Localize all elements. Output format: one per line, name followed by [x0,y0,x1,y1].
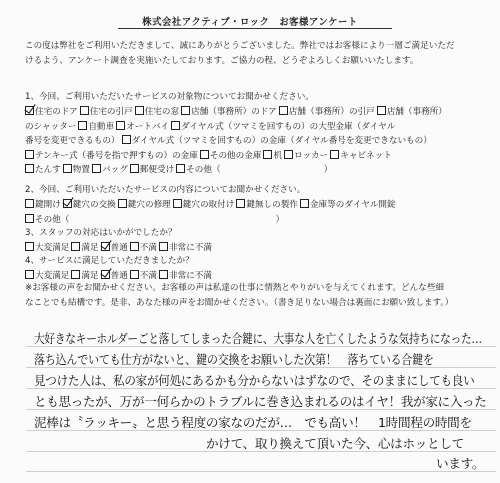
survey-option[interactable] [25,149,198,164]
option-label: 店舗（事務所）のドア [191,107,277,117]
option-row [25,213,485,228]
survey-option[interactable] [92,163,128,178]
handwritten-line: 大好きなキーホルダーごと落してしまった合鍵に、大事な人を亡くしたような気持ちになった… [34,331,482,346]
option-label: その他（ ） [186,165,333,176]
checkbox[interactable] [92,164,101,173]
option-label: 番号を変更できるもの） [25,136,120,147]
checkbox[interactable] [300,199,309,208]
option-label: その他の金庫 [209,150,262,161]
survey-option[interactable] [181,105,277,120]
option-label: 非常に不満 [169,271,212,281]
checked-checkbox[interactable] [101,242,110,251]
checked-checkbox[interactable] [101,270,110,279]
checkbox[interactable] [25,270,34,279]
option-label: 郵便受け [139,165,175,176]
checkbox[interactable] [200,150,209,159]
survey-title: 株式会社アクティブ・ロック お客様アンケート [142,17,358,28]
option-label: ロッカー [294,150,329,161]
option-label: 普通 [110,271,128,281]
checkbox[interactable] [25,150,34,159]
checkbox[interactable] [130,164,139,173]
title-underline [118,28,392,29]
option-label: 大変満足 [35,243,70,253]
checkbox[interactable] [71,270,80,279]
survey-option[interactable] [135,105,179,120]
survey-option[interactable] [80,105,133,120]
question-label: 1、今回、ご利用いただいたサービスの対象物についてお聞かせください。 [25,92,314,102]
question-label: 2、今回、ご利用いただいたサービスの内容についてお聞かせください。 [25,185,306,195]
checkbox[interactable] [80,106,89,115]
survey-option[interactable] [263,149,282,164]
option-label: 机 [273,150,283,161]
survey-option[interactable] [176,163,332,178]
survey-option[interactable] [25,198,61,213]
checkbox[interactable] [135,106,144,115]
option-row [25,163,485,178]
handwritten-line: かけて、取り換えて頂いた今、心はホッとして [206,436,464,451]
checkbox[interactable] [173,199,182,208]
option-row [25,105,485,120]
checkbox[interactable] [118,199,127,208]
question-label: 3、スタッフの対応はいかがでしたか？ [25,228,177,238]
option-label: 店舗（事務所） [386,107,447,117]
survey-option[interactable] [173,198,235,213]
survey-option[interactable] [63,163,90,178]
note-line: ※お客様の声をお聞かせください。お客様の声は私達の仕事に情熱とやりがいを与えてくれます。どんな些細 [25,283,445,293]
survey-option[interactable] [118,198,171,213]
handwritten-line: とも思ったが、万が一何らかのトラブルに巻き込まれるのはイヤ！我が家に入った [34,394,487,409]
checkbox[interactable] [236,199,245,208]
option-label: キャビネット [340,150,392,161]
checked-checkbox[interactable] [63,199,72,208]
ruled-line [26,471,496,472]
option-label: 鍵穴の修理 [127,200,171,210]
option-label: テンキー式（番号を指で押すもの）の金庫 [35,150,198,161]
checkbox[interactable] [279,106,288,115]
option-label: たんす [35,165,61,176]
survey-option[interactable] [284,149,328,164]
intro-text [25,39,485,69]
handwritten-line: 落ち込んでいても仕方がないと、鍵の交換をお願いした次第！ 落ちている合鍵を [34,352,434,367]
handwritten-line: 見つけた人は、私の家が何処にあるかも分からないはずなので、そのままにしても良い [34,373,475,388]
customer-voice-note [25,281,490,311]
option-label: 満足 [81,243,99,253]
survey-option[interactable] [25,213,284,228]
question-options [25,198,485,227]
checkbox[interactable] [159,242,168,251]
question-options [25,105,485,178]
checkbox[interactable] [284,150,293,159]
survey-option[interactable] [122,134,432,149]
checkbox[interactable] [25,199,34,208]
option-label: 満足 [81,271,99,281]
option-label: 住宅の窓 [144,107,180,117]
option-label: 金庫等のダイヤル開錠 [309,200,396,210]
survey-option[interactable] [236,198,298,213]
survey-option[interactable] [25,105,78,120]
handwritten-line: 泥棒は〝ラッキー〟と思う程度の家なのだが… でも高い！ 1時間程の時間を [34,415,472,430]
survey-option[interactable] [377,105,447,120]
option-label: 鍵開け [35,200,61,210]
checkbox[interactable] [116,121,125,130]
option-label: 物置 [72,165,90,176]
survey-option [25,120,76,135]
checkbox[interactable] [263,150,272,159]
option-label: 非常に不満 [169,243,212,253]
checkbox[interactable] [176,164,185,173]
handwritten-line: います。 [436,456,485,471]
checkbox[interactable] [63,164,72,173]
option-label: バッグ [102,165,128,176]
option-label: 鍵穴の取付け [182,200,235,210]
checkbox[interactable] [25,164,34,173]
checkbox[interactable] [171,121,180,130]
option-row [25,149,485,164]
survey-option[interactable] [200,149,262,164]
checked-checkbox[interactable] [25,106,34,115]
survey-option[interactable] [300,198,396,213]
option-label: 大変満足 [35,271,70,281]
option-label: 住宅の引戸 [89,107,133,117]
checkbox[interactable] [78,121,87,130]
option-label: 鍵穴の交換 [72,200,116,210]
option-label: 鍵無しの製作 [246,200,298,210]
survey-option[interactable] [330,149,392,164]
option-label: ダイヤル式（ツマミを回すもの）の大型金庫（ダイヤル [181,121,396,132]
survey-option[interactable] [25,163,61,178]
option-label: 不満 [139,243,157,253]
checkbox[interactable] [330,150,339,159]
option-label: 自動車 [88,121,115,132]
checkbox[interactable] [25,242,34,251]
survey-option[interactable] [130,163,174,178]
survey-option [25,134,120,149]
checkbox[interactable] [377,106,386,115]
note-line: なことでも結構です。是非、あなた様の声をお聞かせください。（書き足りない場合は裏面にお願い致します。） [25,298,454,308]
survey-option[interactable] [63,198,116,213]
survey-option[interactable] [171,120,395,135]
survey-option[interactable] [78,120,114,135]
checkbox[interactable] [130,270,139,279]
checkbox[interactable] [159,270,168,279]
option-row [25,120,485,135]
checkbox[interactable] [71,242,80,251]
option-label: 普通 [110,243,128,253]
option-label: のシャッター [25,121,77,132]
question-label: 4、サービスに満足していただきましたか？ [25,256,194,266]
option-label: オートバイ [126,121,170,132]
checkbox[interactable] [130,242,139,251]
option-label: 住宅のドア [35,107,78,117]
intro-line: けるよう、アンケート調査を実施いたしております。ご協力の程、どうぞよろしくお願いいたします。 [25,56,419,66]
option-label: ダイヤル式（ツマミを回すもの）の金庫（ダイヤル番号を変更できないもの） [131,136,432,147]
checkbox[interactable] [181,106,190,115]
option-row [25,198,485,213]
checkbox[interactable] [25,214,34,223]
option-label: 不満 [139,271,157,281]
survey-option[interactable] [116,120,169,135]
intro-line: この度は弊社をご利用いただきまして、誠にありがとうございました。弊社ではお客様により一層ご満足いただ [25,41,455,51]
option-label: 店舗（事務所）の引戸 [288,107,375,117]
checkbox[interactable] [122,135,131,144]
handwritten-answer [26,320,496,473]
option-row [25,134,485,149]
survey-option[interactable] [279,105,375,120]
option-label: その他（ ） [35,214,285,225]
